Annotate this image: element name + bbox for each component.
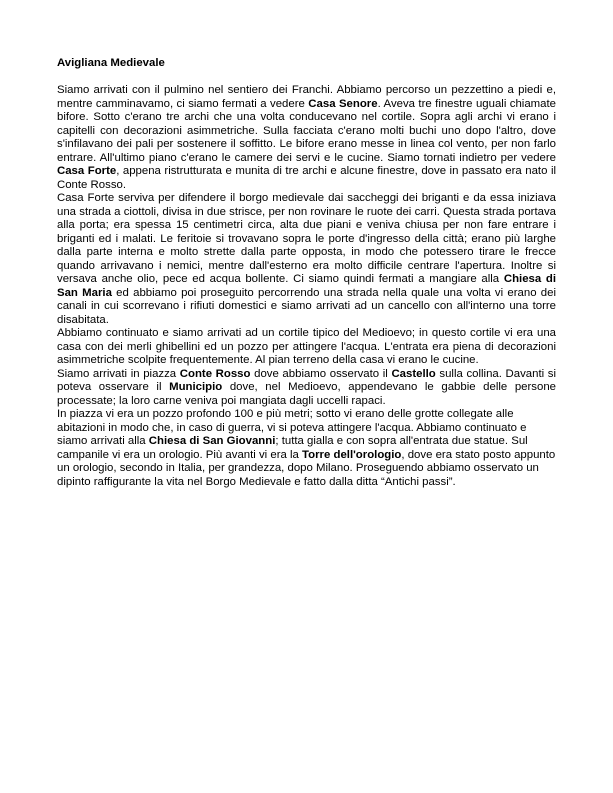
- bold-term: Casa Senore: [308, 97, 378, 110]
- paragraph: [57, 408, 556, 489]
- bold-term: Castello: [391, 367, 436, 380]
- bold-term: Chiesa di San Giovanni: [148, 435, 276, 447]
- document-title: Avigliana Medievale: [57, 57, 165, 69]
- bold-term: Casa Forte: [57, 165, 117, 177]
- paragraph: [57, 192, 556, 327]
- text-run: ed abbiamo poi proseguito percorrendo una strada nella quale una volta vi erano dei canali in cui scorrevano i rifiuti domestici e siamo arrivati ad un cancello con all'interno una torre disabitata.: [57, 286, 556, 326]
- bold-term: Chiesa di San Maria: [57, 273, 557, 299]
- paragraph: [57, 327, 556, 368]
- text-run: ; tutta gialla e con sopra all'entrata due statue. Sul campanile vi era un orologio. Più avanti vi era la: [57, 435, 528, 461]
- paragraph: [57, 368, 556, 409]
- text-run: dove abbiamo osservato il: [250, 367, 392, 380]
- text-run: Casa Forte serviva per difendere il borgo medievale dai saccheggi dei briganti e da essa iniziava una strada a ciottoli, divisa in due strisce, per non rovinare le ruote dei carri. Questa strada portava alla porta; era spessa 15 centimetri circa, alta due piani e veniva chiusa per non fare entrare i briganti ed i malati. Le feritoie si trovavano sopra le porte d'ingresso della città; erano più larghe dalla parte interna e molto strette dalla parte opposta, in modo che potessero tirare le frecce quando arrivavano i nemici, mentre dall'esterno era molto difficile centrare l'apertura. Inoltre si versava anche olio, pece ed acqua bollente. Ci siamo quindi fermati a mangiare alla: [57, 192, 556, 285]
- text-run: Siamo arrivati in piazza: [57, 367, 180, 380]
- text-run: dove, nel Medioevo, appendevano le gabbie delle persone processate; la loro carne veniva poi mangiata dagli uccelli rapaci.: [57, 381, 556, 407]
- document-body: [57, 84, 556, 489]
- text-run: Siamo arrivati con il pulmino nel sentiero dei Franchi. Abbiamo percorso un pezzettino a piedi e, mentre camminavamo, ci siamo fermati a vedere: [57, 84, 556, 110]
- bold-term: Municipio: [169, 381, 223, 393]
- bold-term: Torre dell'orologio: [302, 448, 402, 461]
- text-run: , dove era stato posto appunto un orologio, secondo in Italia, per grandezza, dopo Milano. Proseguendo abbiamo osservato un dipinto raffigurante la vita nel Borgo Medievale e fatto dalla ditta “Antichi passi”.: [57, 448, 556, 488]
- text-run: Abbiamo continuato e siamo arrivati ad un cortile tipico del Medioevo; in questo cortile vi era una casa con dei merli ghibellini ed un pozzo per attingere l'acqua. L'entrata era piena di decorazioni asimmetriche scolpite frequentemente. Al pian terreno della casa vi erano le cucine.: [57, 327, 556, 366]
- text-run: In piazza vi era un pozzo profondo 100 e più metri; sotto vi erano delle grotte collegate alle abitazioni in modo che, in caso di guerra, vi si poteva attingere l'acqua. Abbiamo continuato e siamo arrivati alla: [57, 408, 527, 447]
- paragraph: [57, 84, 556, 192]
- text-run: . Aveva tre finestre uguali chiamate bifore. Sotto c'erano tre archi che una volta conducevano nel cortile. Sopra agli archi vi erano i capitelli con decorazioni asimmetriche. Sulla facciata c'erano molti buchi uno dopo l'altro, dove s'infilavano dei pali per sostenere il soffitto. Le bifore erano messe in linea col vento, per non farlo entrare. All'ultimo piano c'erano le camere dei servi e le cucine. Siamo tornati indietro per vedere: [57, 97, 556, 164]
- document-page: [57, 57, 556, 489]
- text-run: , appena ristrutturata e munita di tre archi e alcune finestre, dove in passato era nato il Conte Rosso.: [57, 165, 557, 191]
- bold-term: Conte Rosso: [179, 367, 251, 380]
- text-run: sulla collina. Davanti si poteva osservare il: [57, 367, 556, 393]
